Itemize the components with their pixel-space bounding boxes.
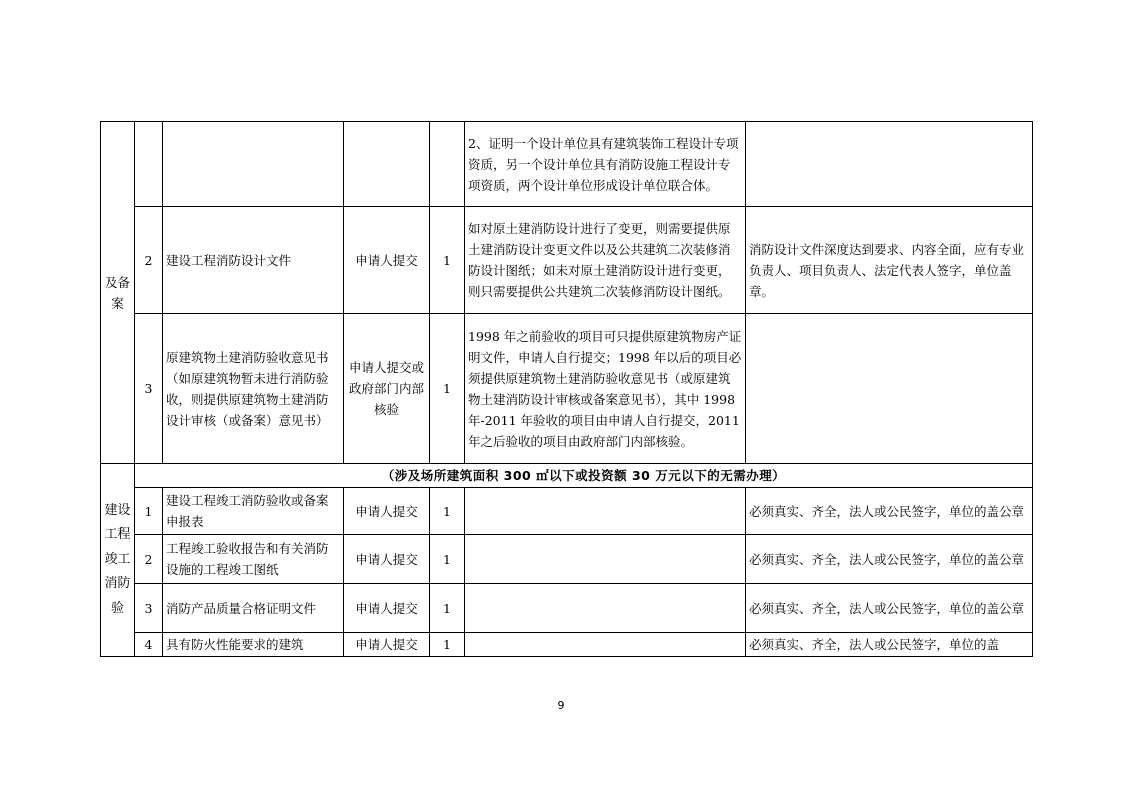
material-name: 工程竣工验收报告和有关消防设施的工程竣工图纸 bbox=[163, 535, 344, 584]
row-number: 2 bbox=[135, 535, 163, 584]
table-row bbox=[101, 314, 1033, 464]
material-requirement: 必须真实、齐全，法人或公民签字，单位的盖公章 bbox=[746, 488, 1033, 535]
material-source bbox=[344, 122, 430, 207]
material-note bbox=[465, 535, 746, 584]
row-number: 3 bbox=[135, 584, 163, 633]
table-row bbox=[101, 464, 1033, 488]
material-requirement: 必须真实、齐全，法人或公民签字，单位的盖公章 bbox=[746, 535, 1033, 584]
material-source: 申请人提交 bbox=[344, 535, 430, 584]
material-source: 申请人提交 bbox=[344, 488, 430, 535]
material-name: 消防产品质量合格证明文件 bbox=[163, 584, 344, 633]
material-requirement: 必须真实、齐全，法人或公民签字，单位的盖 bbox=[746, 633, 1033, 657]
material-name: 具有防火性能要求的建筑 bbox=[163, 633, 344, 657]
material-note bbox=[465, 633, 746, 657]
material-requirement: 消防设计文件深度达到要求、内容全面，应有专业负责人、项目负责人、法定代表人签字，单位盖章。 bbox=[746, 207, 1033, 314]
material-name bbox=[163, 122, 344, 207]
material-source: 申请人提交 bbox=[344, 584, 430, 633]
category-label: 建设工程竣工消防验 bbox=[104, 502, 131, 616]
material-note: 1998 年之前验收的项目可只提供原建筑物房产证明文件，申请人自行提交；1998 年以后的项目必须提供原建筑物土建消防验收意见书（或原建筑物土建消防设计审核或备案意见书），其中 1998 年-2011 年验收的项目由申请人自行提交，2011 年之后验收的项目由政府部门内部核验。 bbox=[465, 314, 746, 464]
section-banner: （涉及场所建筑面积 300 ㎡以下或投资额 30 万元以下的无需办理） bbox=[135, 464, 1033, 488]
copies bbox=[430, 122, 465, 207]
material-source: 申请人提交 bbox=[344, 207, 430, 314]
material-source: 申请人提交或政府部门内部核验 bbox=[344, 314, 430, 464]
copies: 1 bbox=[430, 633, 465, 657]
copies: 1 bbox=[430, 488, 465, 535]
material-requirement bbox=[746, 314, 1033, 464]
table-row bbox=[101, 535, 1033, 584]
table-row bbox=[101, 584, 1033, 633]
page-number: 9 bbox=[557, 699, 565, 712]
copies: 1 bbox=[430, 535, 465, 584]
material-name: 原建筑物土建消防验收意见书（如原建筑物暂未进行消防验收，则提供原建筑物土建消防设计审核（或备案）意见书） bbox=[163, 314, 344, 464]
row-number: 1 bbox=[135, 488, 163, 535]
category-cell: 及备案 bbox=[101, 122, 135, 464]
material-name: 建设工程竣工消防验收或备案申报表 bbox=[163, 488, 344, 535]
material-source: 申请人提交 bbox=[344, 633, 430, 657]
material-note: 如对原土建消防设计进行了变更，则需要提供原土建消防设计变更文件以及公共建筑二次装修消防设计图纸；如未对原土建消防设计进行变更，则只需要提供公共建筑二次装修消防设计图纸。 bbox=[465, 207, 746, 314]
table-row bbox=[101, 488, 1033, 535]
table-row bbox=[101, 207, 1033, 314]
table-row bbox=[101, 633, 1033, 657]
material-note: 2、证明一个设计单位具有建筑装饰工程设计专项资质，另一个设计单位具有消防设施工程设计专项资质，两个设计单位形成设计单位联合体。 bbox=[465, 122, 746, 207]
materials-table bbox=[100, 121, 1033, 657]
material-note bbox=[465, 488, 746, 535]
category-cell bbox=[101, 464, 135, 657]
material-requirement bbox=[746, 122, 1033, 207]
row-number: 3 bbox=[135, 314, 163, 464]
row-number: 4 bbox=[135, 633, 163, 657]
copies: 1 bbox=[430, 314, 465, 464]
material-note bbox=[465, 584, 746, 633]
material-name: 建设工程消防设计文件 bbox=[163, 207, 344, 314]
copies: 1 bbox=[430, 207, 465, 314]
row-number: 2 bbox=[135, 207, 163, 314]
material-requirement: 必须真实、齐全，法人或公民签字，单位的盖公章 bbox=[746, 584, 1033, 633]
table-row bbox=[101, 122, 1033, 207]
row-number bbox=[135, 122, 163, 207]
copies: 1 bbox=[430, 584, 465, 633]
